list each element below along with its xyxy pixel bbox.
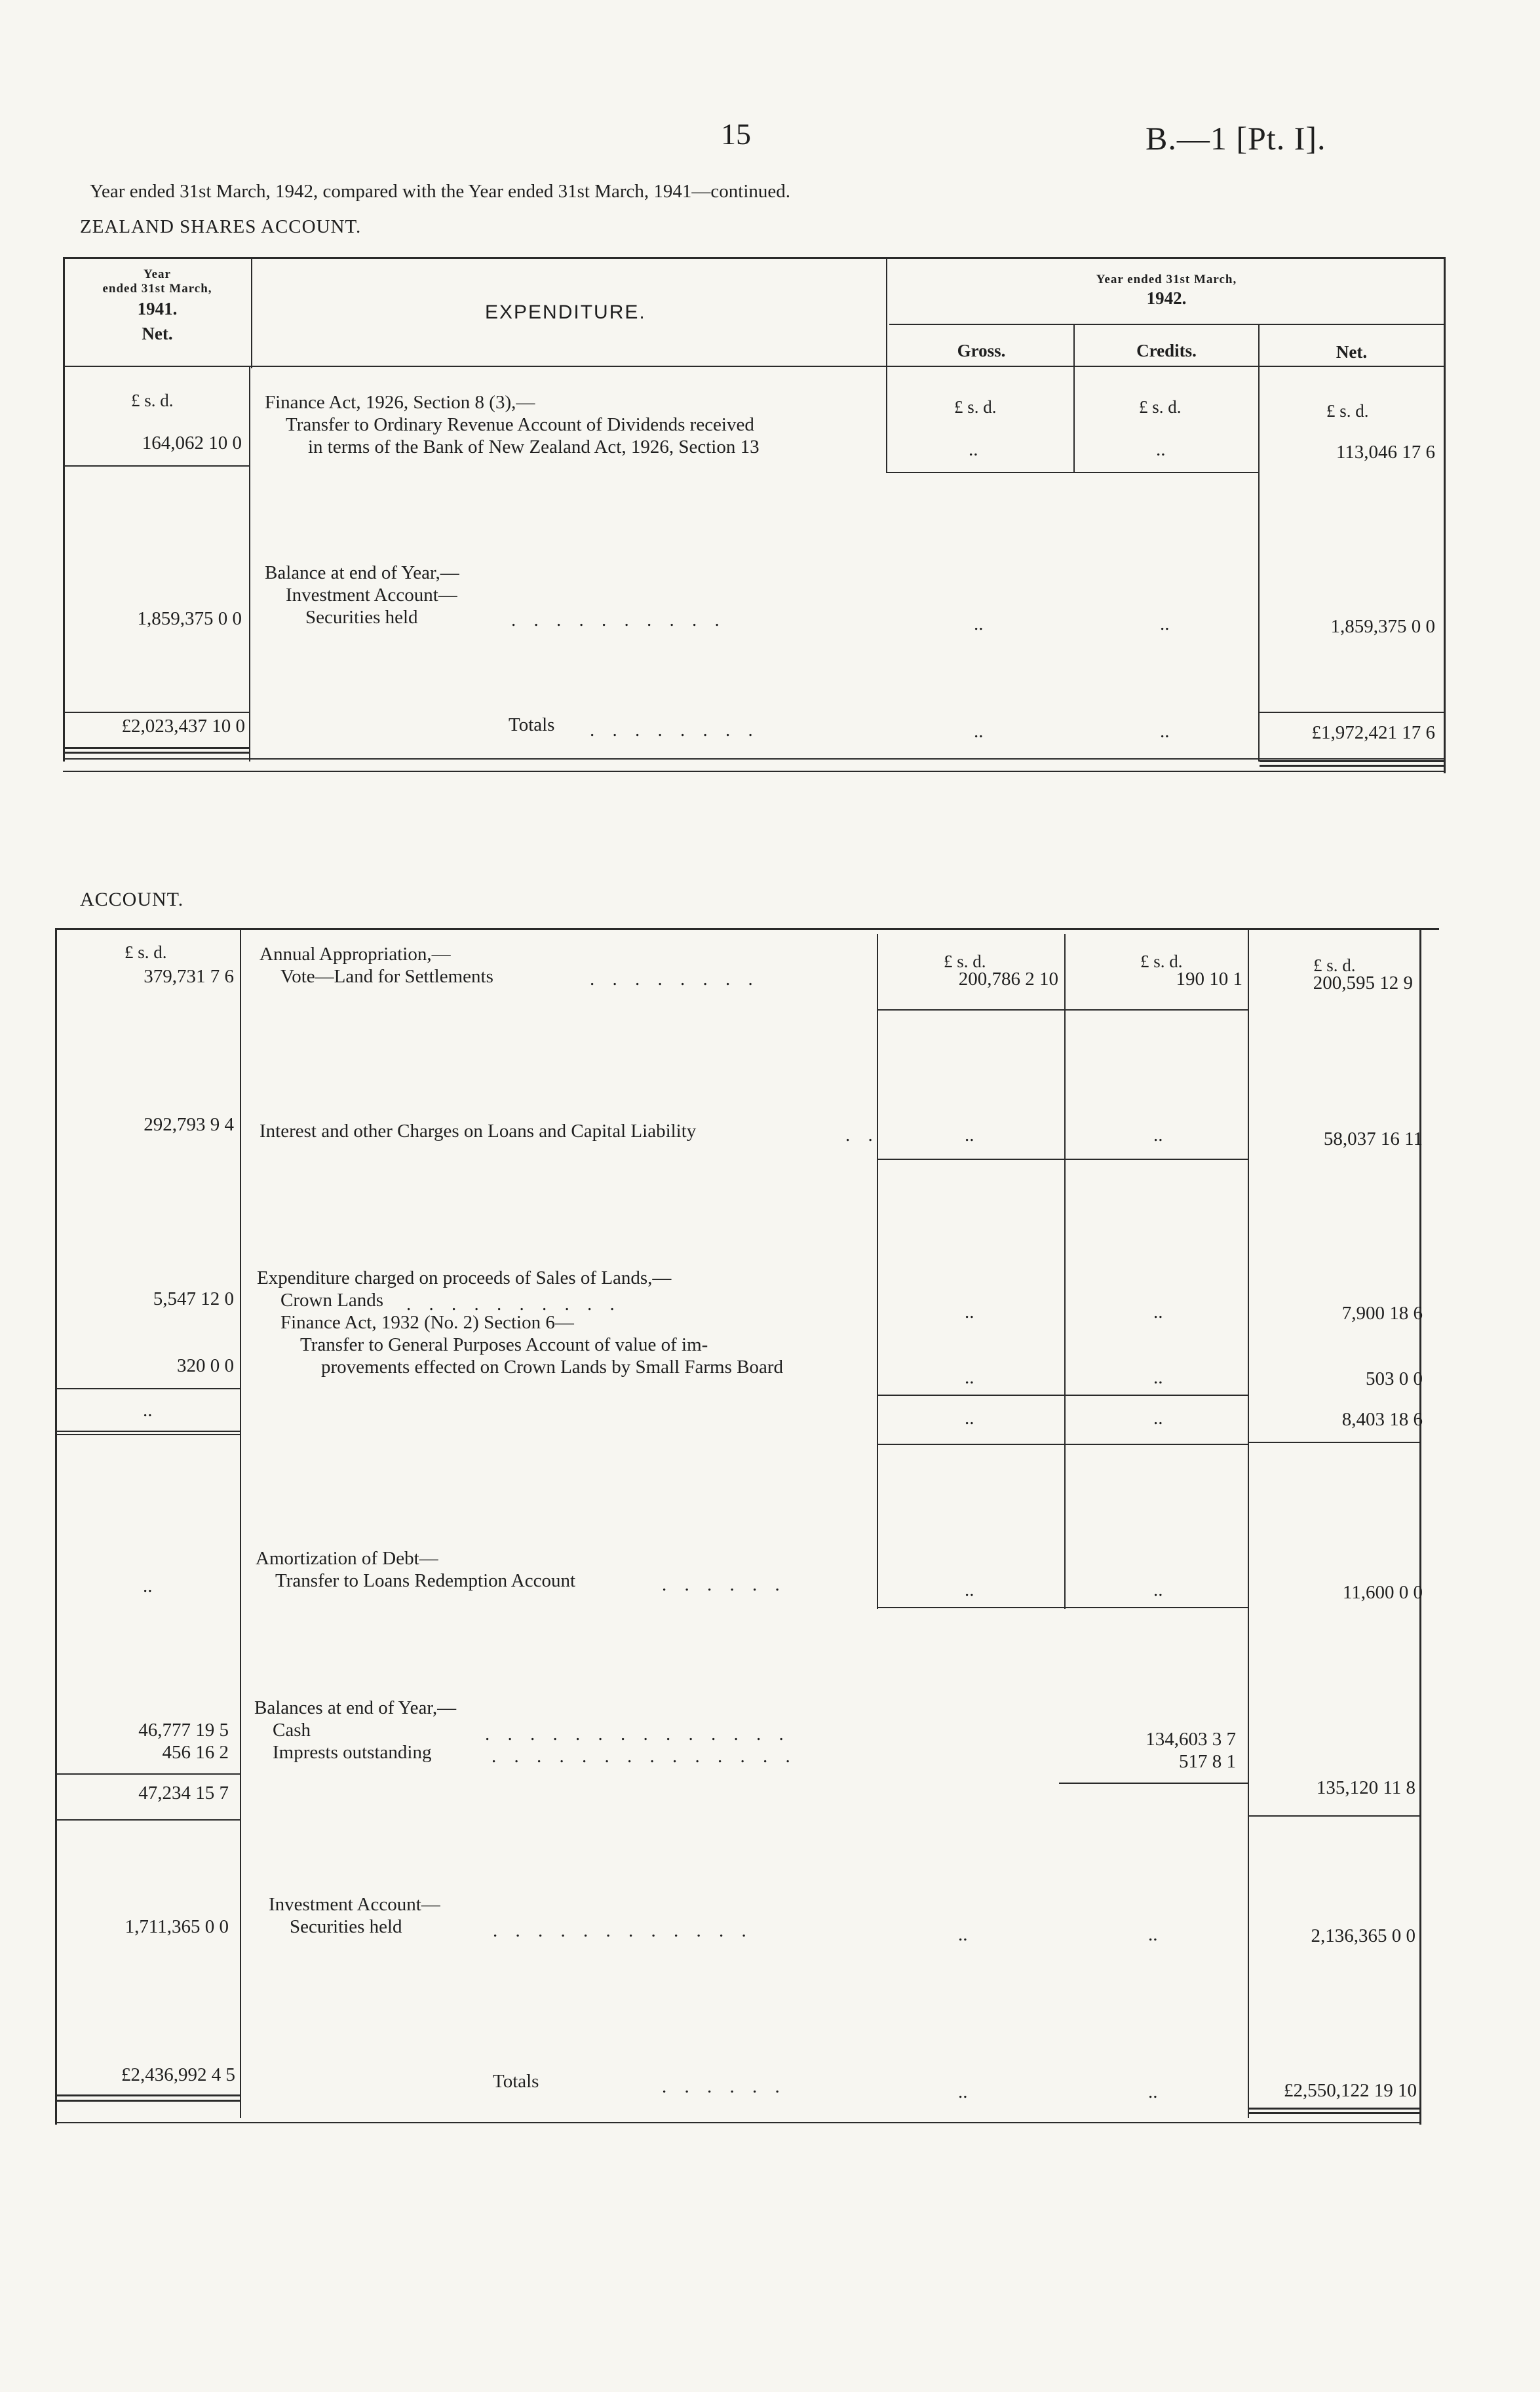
net-currency-units-2: £ s. d. [1313,955,1356,975]
interest-leader-dots: . . [845,1125,879,1146]
investment-account-label-2: Investment Account— [269,1894,440,1915]
finance-act-transfer-line: Transfer to Ordinary Revenue Account of Dividends received [286,414,754,435]
prev-currency-units: £ s. d. [131,391,174,410]
investment-account-label: Investment Account— [286,585,457,606]
finance-act-credits: .. [1156,439,1166,460]
imprests-prev: 456 16 2 [162,1742,229,1763]
annual-appropriation-label: Annual Appropriation,— [260,944,451,965]
annual-net: 200,595 12 9 [1313,973,1413,993]
document-reference: B.—1 [Pt. I]. [1145,120,1326,157]
account-title: ACCOUNT. [80,889,184,910]
page-caption: Year ended 31st March, 1942, compared with the Year ended 31st March, 1941—continued. [90,181,791,202]
credits-currency-units-2: £ s. d. [1140,952,1183,971]
investment-credits: .. [1148,1924,1158,1945]
cash-leader-dots: . . . . . . . . . . . . . . [485,1724,790,1745]
table2-totals-gross: .. [958,2081,968,2102]
investment-leader-dots: . . . . . . . . . . . . [493,1920,753,1941]
table1-totals-credits: .. [1160,721,1170,742]
balance-net: 1,859,375 0 0 [1330,616,1435,637]
sales-of-lands-label: Expenditure charged on proceeds of Sales of Lands,— [257,1267,672,1288]
prev-year-value: 1941. [137,299,178,318]
table1-totals-dots: . . . . . . . . [590,720,760,741]
annual-gross: 200,786 2 10 [958,969,1058,990]
small-farms-gross: .. [965,1367,974,1388]
amortization-prev: .. [143,1575,153,1596]
amortization-label: Amortization of Debt— [256,1548,438,1569]
table1-top-rule [63,257,1446,259]
investment-gross: .. [958,1924,968,1945]
small-farms-net: 503 0 0 [1366,1368,1423,1389]
investment-prev-net: 1,711,365 0 0 [125,1916,229,1937]
sales-subtotal-prev: .. [143,1400,153,1421]
finance-act-1932-label: Finance Act, 1932 (No. 2) Section 6— [280,1312,574,1333]
prev-currency-units-2: £ s. d. [125,942,167,962]
small-farms-credits: .. [1153,1367,1163,1388]
crown-lands-credits: .. [1153,1302,1163,1322]
amortization-gross: .. [965,1579,974,1600]
imprests-label: Imprests outstanding [273,1742,432,1763]
amortization-credits: .. [1153,1579,1163,1600]
net-header: Net. [1336,342,1368,362]
balances-end-of-year-label: Balances at end of Year,— [254,1697,457,1718]
cash-prev: 46,777 19 5 [138,1720,229,1741]
table1-totals-gross: .. [974,721,984,742]
credits-header: Credits. [1136,341,1197,360]
expenditure-header: EXPENDITURE. [485,301,646,323]
prev-year-label: Year [144,267,171,281]
sales-subtotal-net: 8,403 18 6 [1341,1409,1423,1430]
current-year-value: 1942. [1146,288,1187,308]
finance-act-prev-net: 164,062 10 0 [142,433,242,453]
gross-currency-units: £ s. d. [954,397,997,417]
interest-gross: .. [965,1125,974,1146]
balance-gross: .. [974,613,984,634]
credits-currency-units: £ s. d. [1139,397,1182,417]
finance-act-label: Finance Act, 1926, Section 8 (3),— [265,392,535,413]
table2-totals-dots: . . . . . . [662,2076,786,2097]
interest-label: Interest and other Charges on Loans and Capital Liability [260,1121,697,1142]
page-number: 15 [721,117,751,151]
shares-account-title: ZEALAND SHARES ACCOUNT. [80,216,362,237]
small-farms-transfer-line: Transfer to General Purposes Account of value of im- [300,1334,708,1355]
imprests-value: 517 8 1 [1179,1751,1236,1772]
table2-net-total: £2,550,122 19 10 [1284,2080,1417,2101]
loans-redemption-label: Transfer to Loans Redemption Account [275,1570,576,1591]
investment-net: 2,136,365 0 0 [1311,1925,1415,1946]
small-farms-prev-net: 320 0 0 [177,1355,234,1376]
balance-prev-net: 1,859,375 0 0 [137,608,242,629]
vote-land-label: Vote—Land for Settlements [280,966,493,987]
crown-lands-net: 7,900 18 6 [1341,1303,1423,1324]
sales-subtotal-credits: .. [1153,1408,1163,1429]
interest-net: 58,037 16 11 [1323,1128,1423,1149]
balance-label: Balance at end of Year,— [265,562,459,583]
table2-totals-label: Totals [493,2071,539,2092]
sales-subtotal-gross: .. [965,1408,974,1429]
finance-act-bank-line: in terms of the Bank of New Zealand Act, 1926, Section 13 [308,436,760,457]
table1-totals-label: Totals [509,714,555,735]
gross-currency-units-2: £ s. d. [944,952,986,971]
table2-totals-credits: .. [1148,2081,1158,2102]
balance-leader-dots: . . . . . . . . . . [511,609,726,630]
cash-value: 134,603 3 7 [1145,1729,1236,1750]
finance-act-net: 113,046 17 6 [1336,442,1435,463]
table2-prev-total: £2,436,992 4 5 [121,2064,235,2085]
small-farms-improvements-line: provements effected on Crown Lands by Small Farms Board [321,1357,783,1378]
gross-header: Gross. [957,341,1006,360]
prev-year-ended-label: ended 31st March, [102,282,212,296]
table1-net-total: £1,972,421 17 6 [1311,722,1435,743]
balances-net: 135,120 11 8 [1316,1777,1415,1798]
imprests-leader-dots: . . . . . . . . . . . . . . [491,1746,797,1767]
prev-net-header: Net. [142,324,173,343]
finance-act-gross: .. [969,439,978,460]
cash-label: Cash [273,1720,311,1741]
interest-credits: .. [1153,1125,1163,1146]
securities-held-label: Securities held [305,607,418,628]
crown-lands-gross: .. [965,1302,974,1322]
balance-credits: .. [1160,613,1170,634]
securities-held-label-2: Securities held [290,1916,402,1937]
amortization-leader-dots: . . . . . . [662,1574,786,1595]
amortization-net: 11,600 0 0 [1342,1582,1423,1603]
interest-prev-net: 292,793 9 4 [144,1114,234,1135]
balances-prev-subtotal: 47,234 15 7 [138,1783,229,1804]
net-currency-units: £ s. d. [1326,401,1369,421]
crown-lands-prev-net: 5,547 12 0 [153,1288,234,1309]
annual-credits: 190 10 1 [1176,969,1242,990]
annual-leader-dots: . . . . . . . . [590,969,760,990]
table1-prev-total: £2,023,437 10 0 [121,716,245,737]
crown-lands-dots: . . . . . . . . . . [406,1294,621,1315]
current-year-label: Year ended 31st March, [1096,273,1237,286]
annual-prev-net: 379,731 7 6 [144,966,234,987]
crown-lands-label: Crown Lands [280,1290,384,1311]
